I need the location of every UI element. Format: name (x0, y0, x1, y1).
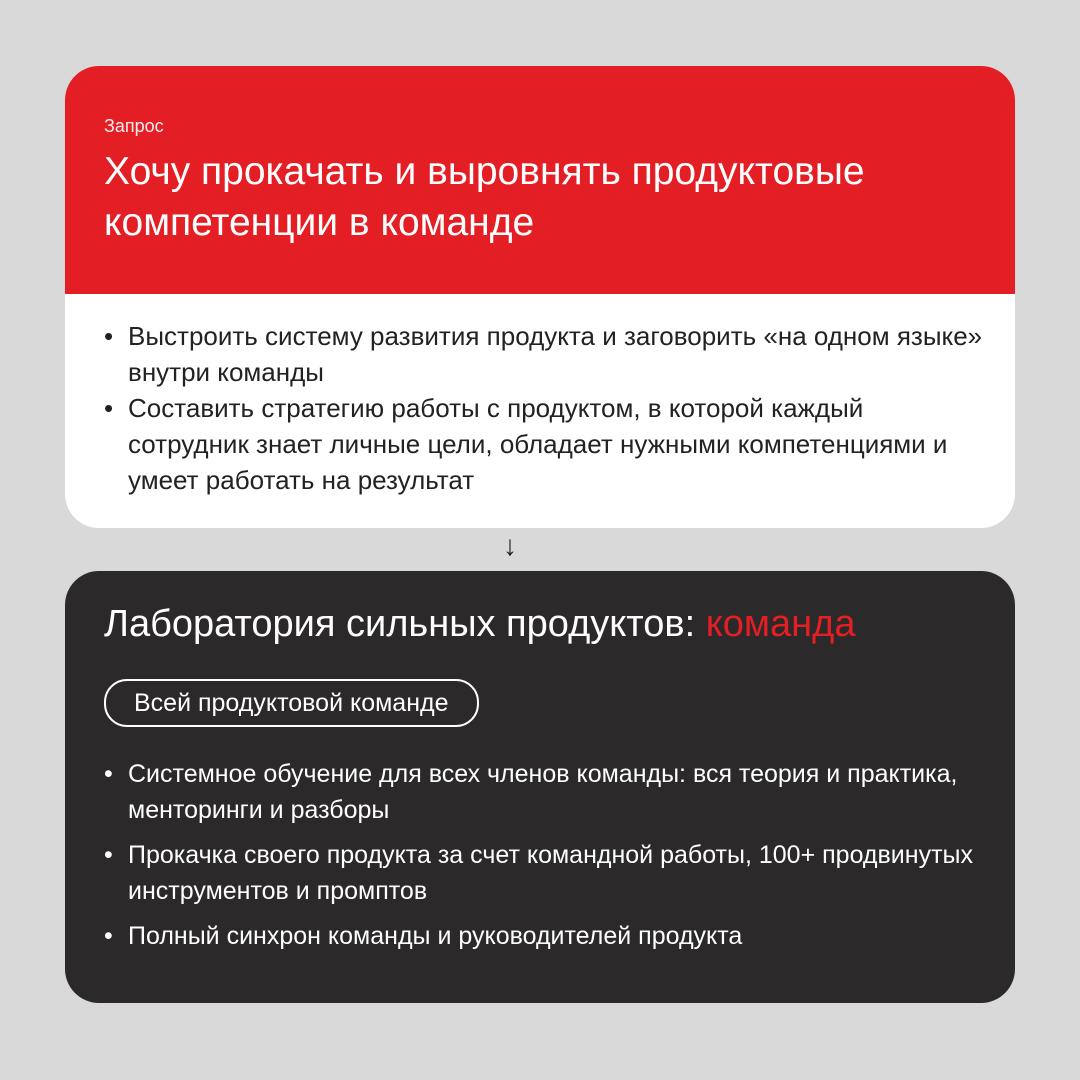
bullet-icon: • (104, 841, 113, 869)
bullet-icon: • (104, 393, 114, 423)
product-card (65, 571, 1015, 1003)
product-benefit-item (104, 837, 984, 909)
product-title-prefix: Лаборатория сильных продуктов: (104, 603, 696, 645)
product-benefit-item (104, 918, 984, 954)
request-item-text: Составить стратегию работы с продуктом, в которой каждый сотрудник знает личные цели, обладает нужными компетенциями и умеет работать на результат (128, 393, 948, 495)
product-benefits-list (104, 756, 984, 954)
product-benefit-item (104, 756, 984, 828)
product-benefit-text: Прокачка своего продукта за счет командной работы, 100+ продвинутых инструментов и промптов (128, 841, 973, 905)
arrow-down-icon: ↓ (503, 530, 517, 561)
bullet-icon: • (104, 922, 113, 950)
request-header (65, 66, 1015, 294)
product-benefit-text: Системное обучение для всех членов команды: вся теория и практика, менторинги и разборы (128, 760, 958, 824)
request-list (104, 318, 984, 498)
request-card (65, 66, 1015, 528)
request-list-item (104, 390, 984, 498)
request-title: Хочу прокачать и выровнять продуктовые компетенции в команде (104, 150, 865, 244)
bullet-icon: • (104, 321, 114, 351)
request-list-item (104, 318, 984, 390)
product-title (104, 600, 994, 648)
request-label: Запрос (104, 116, 164, 136)
audience-badge: Всей продуктовой команде (104, 679, 479, 727)
product-title-accent: команда (705, 603, 856, 645)
product-benefit-text: Полный синхрон команды и руководителей продукта (128, 922, 743, 950)
bullet-icon: • (104, 760, 113, 788)
request-item-text: Выстроить систему развития продукта и заговорить «на одном языке» внутри команды (128, 321, 983, 387)
